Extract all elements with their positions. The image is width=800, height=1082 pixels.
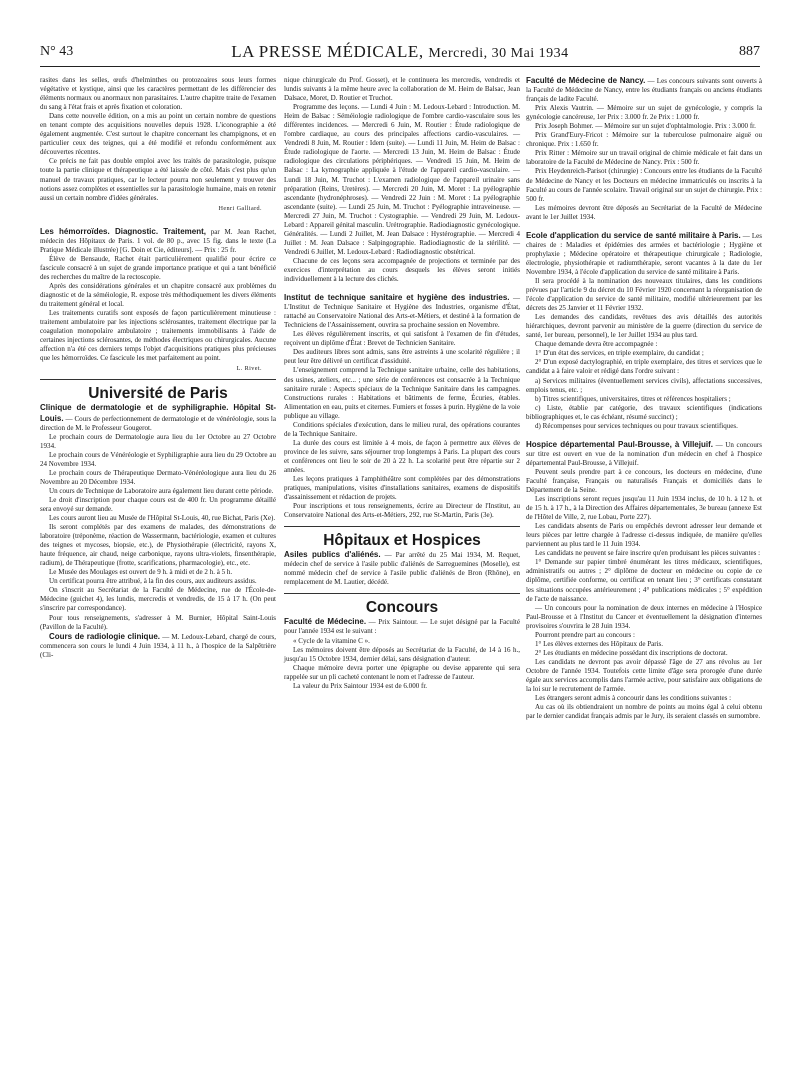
section-divider: [284, 526, 520, 527]
paragraph: Programme des leçons. — Lundi 4 Juin : M. Ledoux-Lebard : Introduction. M. Heim de Balsac : Séméiologie radiologique de l'ombre cardio-vasculaire sous les différentes incidences. — Mercredi 6 Juin, M. Routier : Étude radiologique de l'ombre cardiaque, au cours des principales affections cardio-vasculaires. — Vendredi 8 Juin, M. Routier : Idem (suite). — Lundi 11 Juin, M. Heim de Balsac : Étude radiologique de l'aorte. — Mercredi 13 Juin, M. Heim de Balsac : Étude radiologique des circulations périphériques. — Vendredi 15 Juin, M. Heim de Balsac : La kymographie appliquée à l'étude de l'appareil cardio-vasculaire. — Lundi 18 Juin, M. Truchot : L'examen radiologique de l'appareil urinaire sans préparation (Reins, Uretères). — Mercredi 20 Juin, M. Moret : La pyélographie ascendante (hydronéphroses). — Vendredi 22 Juin : M. Moret : La pyélographie ascendante (suite). — Lundi 25 Juin, M. Truchot : Pyélographie intraveineuse. — Mercredi 27 Juin, M. Truchot : Cystographie. — Vendredi 29 Juin, M. Ledoux-Lebard : Appareil génital masculin. Urétrographie. Radiodiagnostic gynécologique. Généralités. — Lundi 2 Juillet, M. Jean Dalsace : Hystérographie. — Mercredi 4 Juillet : M. Jean Dalsace : Salpingographie. Radiodiagnostic de la stérilité. — Vendredi 6 Juillet, M. Ledoux-Lebard : Radiodiagnostic obstétrical.: [284, 103, 520, 256]
paragraph: Pourront prendre part au concours :: [535, 630, 635, 639]
paragraph: Le droit d'inscription pour chaque cours est de 400 fr. Un programme détaillé sera envoyé sur demande.: [40, 495, 276, 513]
review-title: Les hémorroïdes. Diagnostic. Traitement,: [40, 226, 206, 236]
paragraph: On s'inscrit au Secrétariat de la Faculté de Médecine, rue de l'École-de-Médecine (guichet 4), les lundis, mercredis et vendredis, de 15 à 17 h. (On peut s'inscrire par correspondance).: [40, 586, 276, 613]
section-heading-hopitaux: Hôpitaux et Hospices: [323, 532, 481, 550]
paragraph: Des auditeurs libres sont admis, sans être astreints à une scolarité régulière ; il peut leur être délivré un certificat d'assiduité.: [284, 348, 520, 366]
paragraph: Ce précis ne fait pas double emploi avec les traités de parasitologie, puisque toute la partie clinique et thérapeutique a été laissée de côté. Mais c'est plus qu'un manuel de travaux pratiques, car le lecteur pourra non seulement y trouver des notions assez complètes et essentielles sur la parasitologie humaine, mais en retenir aussi un certain nombre d'idées générales.: [40, 157, 276, 202]
paragraph: rasites dans les selles, œufs d'helminthes ou protozoaires sous leurs formes végétative et kystique, ainsi que les caractères permettant de les différencier des éléments normaux ou anormaux non parasitaires. L'autre chapitre traite de l'examen du sang à l'état frais et après fixation et coloration.: [40, 76, 276, 112]
notice-intro: — Par arrêté du 25 Mai 1934, M. Requet, médecin chef de service à l'asile public d'aliénés de Sarreguemines (Moselle), est nommé médecin chef de service à l'asile public d'aliénés de Bron (Rhône), en remplacement de M. Lautier, décédé.: [284, 551, 520, 587]
paragraph: Pour inscriptions et tous renseignements, écrire au Directeur de l'Institut, au Conservatoire National des Arts-et-Métiers, 292, rue St-Martin, Paris (3e).: [284, 502, 520, 520]
signature: L. Rivet.: [236, 365, 262, 373]
page-number: 887: [739, 44, 760, 59]
page-header: [40, 42, 760, 67]
notice-intro: — M. Ledoux-Lebard, chargé de cours, commencera son cours le lundi 4 Juin 1934, à 11 h., à l'hospice de la Salpêtrière (Cli-: [40, 632, 276, 659]
paragraph: Prix Grand'Eury-Fricot : Mémoire sur la tuberculose pulmonaire aiguë ou chronique. Prix : 1.650 fr.: [526, 131, 762, 149]
paragraph: La durée des cours est limitée à 4 mois, de façon à permettre aux élèves de province de les suivre, sans séjourner trop longtemps à Paris. La plupart des cours et conférences ont lieu le soir de 20 à 22 h. La scolarité peut être répartie sur 2 années.: [284, 438, 520, 474]
notice-title: Institut de technique sanitaire et hygiène des industries.: [284, 293, 510, 303]
notice-intro: — Cours de perfectionnement de dermatologie et de vénéréologie, sous la direction de M. le Professeur Gougerot.: [40, 414, 276, 432]
paragraph: 2° D'un exposé dactylographié, en triple exemplaire, des titres et services que le candidat a à faire valoir et rédigé dans l'ordre suivant :: [526, 358, 762, 376]
notice-title: Clinique de dermatologie et de syphiligraphie. Hôpital St-Louis.: [40, 403, 276, 423]
paragraph: — Un concours pour la nomination de deux internes en médecine à l'Hospice Paul-Brousse et à l'Institut du Cancer et éventuellement la désignation d'internes provisoires s'ouvrira le 28 Juin 1934.: [526, 603, 762, 630]
paragraph: Les demandes des candidats, revêtues des avis détaillés des autorités hiérarchiques, devront parvenir au ministère de la guerre (direction du service de santé, 1er bureau, personnel), le 1er Juillet 1934 au plus tard.: [526, 313, 762, 340]
paragraph: Prix Joseph Bohmer. — Mémoire sur un sujet d'ophtalmologie. Prix : 3.000 fr.: [535, 122, 756, 131]
paragraph: Les leçons pratiques à l'amphithéâtre sont complétées par des démonstrations pratiques, manipulations, visites d'installations sanitaires, examens de dispositifs d'assainissement et rédaction de projets.: [284, 475, 520, 502]
paragraph: Un certificat pourra être attribué, à la fin des cours, aux auditeurs assidus.: [49, 577, 257, 586]
paragraph: Les candidats ne peuvent se faire inscrire qu'en produisant les pièces suivantes :: [535, 549, 761, 558]
paragraph: Chaque demande devra être accompagnée :: [535, 340, 658, 349]
paragraph: L'enseignement comprend la Technique sanitaire urbaine, celle des habitations, des usines, ateliers, etc... ; une série de conférences est consacrée à la Technique sanitaire rurale : Aspects spéciaux de la Technique Sanitaire dans les campagnes. Constructions rurales : Habitations et bâtiments de ferme, Écuries, étables. Alimentation en eau, puits et citernes. Fumiers et fosses à purin. Hygiène de la voie publique au village.: [284, 366, 520, 420]
journal-title: [40, 42, 760, 62]
paragraph: Prix Alexis Vautrin. — Mémoire sur un sujet de gynécologie, y compris la gynécologie cancéreuse, 1er Prix : 3.000 fr. 2e Prix : 1.000 fr.: [526, 104, 762, 122]
paragraph: La valeur du Prix Saintour 1934 est de 6.000 fr.: [293, 681, 428, 690]
book-review-heading: [40, 227, 276, 255]
notice-intro: — Prix Saintour. — Le sujet désigné par la Faculté pour l'année 1934 est le suivant :: [284, 618, 521, 636]
paragraph: Prix Ritter : Mémoire sur un travail original de chimie médicale et fait dans un laboratoire de la Faculté de Médecine de Nancy. Prix : 500 fr.: [526, 149, 762, 167]
notice-title: Cours de radiologie clinique.: [49, 631, 161, 641]
notice-intro: — Les concours suivants sont ouverts à la Faculté de Médecine de Nancy, entre les étudiants français ou anciens étudiants français de ladite Faculté.: [526, 77, 763, 104]
paragraph: d) Récompenses pour services techniques ou pour travaux scientifiques.: [535, 421, 738, 430]
paragraph: « Cycle de la vitamine C ».: [293, 636, 370, 645]
issue-date: Mercredi, 30 Mai 1934: [428, 46, 569, 61]
paragraph: Peuvent seuls prendre part à ce concours, les docteurs en médecine, d'une Faculté française, Français ou naturalisés Français et domiciliés dans le Département de la Seine.: [526, 467, 762, 495]
section-divider: [40, 379, 276, 380]
paragraph: Conditions spéciales d'exécution, dans le milieu rural, des opérations courantes de la Technique Sanitaire.: [284, 420, 520, 438]
notice-heading: [40, 632, 276, 660]
notice-heading: [284, 617, 520, 636]
column-1: [40, 76, 276, 660]
paragraph: Chaque mémoire devra porter une épigraphe ou devise apparente qui sera rappelée sur un pli cacheté contenant le nom et l'adresse de l'auteur.: [284, 663, 520, 681]
notice-intro: — L'Institut de Technique Sanitaire et Hygiène des Industries, organisme d'État, rattaché au Conservatoire National des Arts-et-Métiers, et destiné à la formation de Techniciens de l'Assainissement, ouvrira sa prochaine session en Novembre.: [284, 294, 520, 330]
paragraph: Élève de Bensaude, Rachet était particulièrement qualifié pour écrire ce fascicule consacré à un sujet de grande importance pratique et qui a tant bénéficié des recherches du maître de la rectoscopie.: [40, 254, 276, 281]
paragraph: 1° Demande sur papier timbré énumérant les titres médicaux, scientifiques, administratifs ou autres ; 2° diplôme de docteur en médecine ou copie de ce diplôme, certifiée conforme, ou certificat en tenant lieu ; 3° certificats constatant les situations occupées antérieurement ; 4° publications médicales ; 5° expédition de l'acte de naissance.: [526, 558, 762, 603]
paragraph: a) Services militaires (éventuellement services civils), affectations successives, emplois tenus, etc. ;: [526, 376, 762, 394]
section-heading-universite: Université de Paris: [88, 385, 228, 403]
paragraph: Pour tous renseignements, s'adresser à M. Burnier, Hôpital Saint-Louis (Pavillon de la Faculté).: [40, 613, 276, 631]
paragraph: Le prochain cours de Dermatologie aura lieu du 1er Octobre au 27 Octobre 1934.: [40, 432, 276, 450]
notice-heading: [284, 293, 520, 330]
paragraph: b) Titres scientifiques, universitaires, titres et références hospitaliers ;: [535, 394, 731, 403]
notice-intro: — Les chaires de : Maladies et épidémies des armées et bactériologie ; Hygiène et prophylaxie ; Médecine opératoire et thérapeutique chirurgicale ; Radiologie, électrologie, physiothérapie et radiumthérapie, seront vacantes à la date du 1er Novembre 1934, à l'école d'application du service de santé militaire à Paris.: [526, 231, 763, 276]
paragraph: Au cas où ils obtiendraient un nombre de points au moins égal à celui obtenu par le dernier candidat français admis par le Jury, ils seraient classés en surnombre.: [526, 703, 762, 721]
paragraph: Les candidats ne devront pas avoir dépassé l'âge de 27 ans révolus au 1er Octobre de l'année 1934. Toutefois cette limite d'âge sera prorogée d'une durée égale aux services accomplis dans l'armée active, pour satisfaire aux obligations de la loi sur le recrutement de l'armée.: [526, 657, 762, 694]
notice-heading: [526, 231, 762, 277]
paragraph: 1° D'un état des services, en triple exemplaire, du candidat ;: [535, 349, 704, 358]
paragraph: Dans cette nouvelle édition, on a mis au point un certain nombre de questions en tenant compte des acquisitions nouvelles depuis 1928. L'iconographie a été également augmentée. C'est surtout le chapitre concernant les champignons, et en particulier ceux des teignes, qui a été modifié et refondu conformément aux découvertes récentes.: [40, 112, 276, 157]
paragraph: Le Musée des Moulages est ouvert de 9 h. à midi et de 2 h. à 5 h.: [49, 568, 233, 577]
paragraph: Prix Heydenreich-Parisot (chirurgie) : Concours entre les étudiants de la Faculté de Médecine de Nancy et les Docteurs en médecine immatriculés ou inscrits à la Faculté au cours de l'année scolaire. Travail original sur un sujet de chirurgie. Prix : 500 fr.: [526, 167, 762, 203]
section-divider: [284, 593, 520, 594]
paragraph: Ils seront complétés par des examens de malades, des démonstrations de laboratoire (tréponème, réaction de Wassermann, bactériologie, examen et cultures des teignes et mycoses, biopsie, etc.), de Physiothérapie (électricité, rayons X, haute fréquence, air chaud, neige carbonique, rayons ultra-violets, finsenthérapie, radium), de Thérapeutique (frotte, scarifications, pharmacologie), etc., etc.: [40, 523, 276, 568]
paragraph: Les candidats absents de Paris ou empêchés devront adresser leur demande et leurs pièces par lettre chargée à l'adresse ci-dessus indiquée, de manière qu'elles parviennent au plus tard le 11 Juin 1934.: [526, 522, 762, 549]
notice-heading: [526, 440, 762, 468]
signature: Henri Galliard.: [218, 204, 262, 212]
paragraph: Le prochain cours de Thérapeutique Dermato-Vénéréologique aura lieu du 26 Novembre au 20 Décembre 1934.: [40, 468, 276, 486]
paragraph: Les inscriptions seront reçues jusqu'au 11 Juin 1934 inclus, de 10 h. à 12 h. et de 15 h. à 17 h., à la Direction des Affaires départementales, 3e bureau (annexe Est de l'Hôtel de Ville, 2, rue Lobau, Porte 227).: [526, 495, 762, 522]
paragraph: Chacune de ces leçons sera accompagnée de projections et terminée par des exercices d'interprétation au cours desquels les élèves seront initiés individuellement à la lecture des clichés.: [284, 256, 520, 284]
paragraph: Il sera procédé à la nomination des nouveaux titulaires, dans les conditions prévues par l'article 9 du décret du 10 Février 1920 concernant la réorganisation de l'école d'application du service de santé militaire, modifié ultérieurement par les décrets des 25 Janvier et 11 Février 1932.: [526, 276, 762, 313]
paragraph: Les mémoires devront être déposés au Secrétariat de la Faculté de Médecine avant le 1er Juillet 1934.: [526, 203, 762, 221]
notice-heading: [284, 550, 520, 587]
paragraph: Les étrangers seront admis à concourir dans les conditions suivantes :: [535, 694, 732, 703]
column-3: [526, 76, 762, 721]
paragraph: Les traitements curatifs sont exposés de façon particulièrement minutieuse : traitement ambulatoire par les injections sclérosantes, traitement électrique par la coagulation monopolaire ambulatoire ; traitements immobilisants à l'aide de certaines injections sclérosantes, de méthodes électriques ou chirurgicales. Aucune affection n'a été ces derniers temps l'objet d'acquisitions pratiques plus précieuses que les hémorroïdes. Ce fascicule les met parfaitement au point.: [40, 309, 276, 363]
paragraph: c) Liste, établie par catégorie, des travaux scientifiques (indications bibliographiques et, le cas échéant, résumé succinct) ;: [526, 403, 762, 421]
issue-number: N° 43: [40, 44, 74, 59]
review-reference: par M. Jean Rachet, médecin des Hôpitaux de Paris. 1 vol. de 80 p., avec 15 fig. dans le texte (La Pratique Médicale illustrée) [G. Doin et Cie, éditeurs]. — Prix : 25 fr.: [40, 227, 276, 254]
journal-name: LA PRESSE MÉDICALE,: [231, 42, 424, 61]
paragraph: nique chirurgicale du Prof. Gosset), et le continuera les mercredis, vendredis et lundis suivants à la même heure avec la collaboration de M. Heim de Balsac, Jean Dalsace, Moret, D. Routier et Truchot.: [284, 76, 520, 103]
paragraph: Le prochain cours de Vénéréologie et Syphiligraphie aura lieu du 29 Octobre au 24 Novembre 1934.: [40, 450, 276, 468]
paragraph: Les élèves régulièrement inscrits, et qui satisfont à l'examen de fin d'études, reçoivent un diplôme d'État : Brevet de Technicien Sanitaire.: [284, 330, 520, 348]
notice-title: Faculté de Médecine de Nancy.: [526, 76, 646, 85]
section-heading-concours: Concours: [365, 599, 439, 617]
notice-intro: — Un concours sur titre est ouvert en vue de la nomination d'un médecin en chef à l'hospice départemental Paul-Brousse, à Villejuif.: [526, 440, 763, 467]
paragraph: Les mémoires doivent être déposés au Secrétariat de la Faculté, de 14 à 16 h., jusqu'au 15 Octobre 1934, dernier délai, sans désignation d'auteur.: [284, 645, 520, 663]
notice-heading: [526, 76, 762, 104]
notice-heading: [40, 403, 276, 432]
notice-title: Ecole d'application du service de santé militaire à Paris.: [526, 230, 741, 240]
column-2: [284, 76, 520, 691]
notice-title: Faculté de Médecine.: [284, 617, 367, 627]
notice-title: Asiles publics d'aliénés.: [284, 550, 381, 560]
notice-title: Hospice départemental Paul-Brousse, à Villejuif.: [526, 439, 713, 449]
paragraph: Après des considérations générales et un chapitre consacré aux problèmes du diagnostic et de la séméiologie, R. expose très méthodiquement les divers éléments du traitement général et local.: [40, 281, 276, 309]
paragraph: Un cours de Technique de Laboratoire aura également lieu durant cette période.: [49, 486, 274, 495]
paragraph: Les cours auront lieu au Musée de l'Hôpital St-Louis, 40, rue Bichat, Paris (Xe).: [49, 514, 276, 523]
paragraph: 2° Les étudiants en médecine possédant dix inscriptions de doctorat.: [535, 648, 728, 657]
paragraph: 1° Les élèves externes des Hôpitaux de Paris.: [535, 639, 664, 648]
